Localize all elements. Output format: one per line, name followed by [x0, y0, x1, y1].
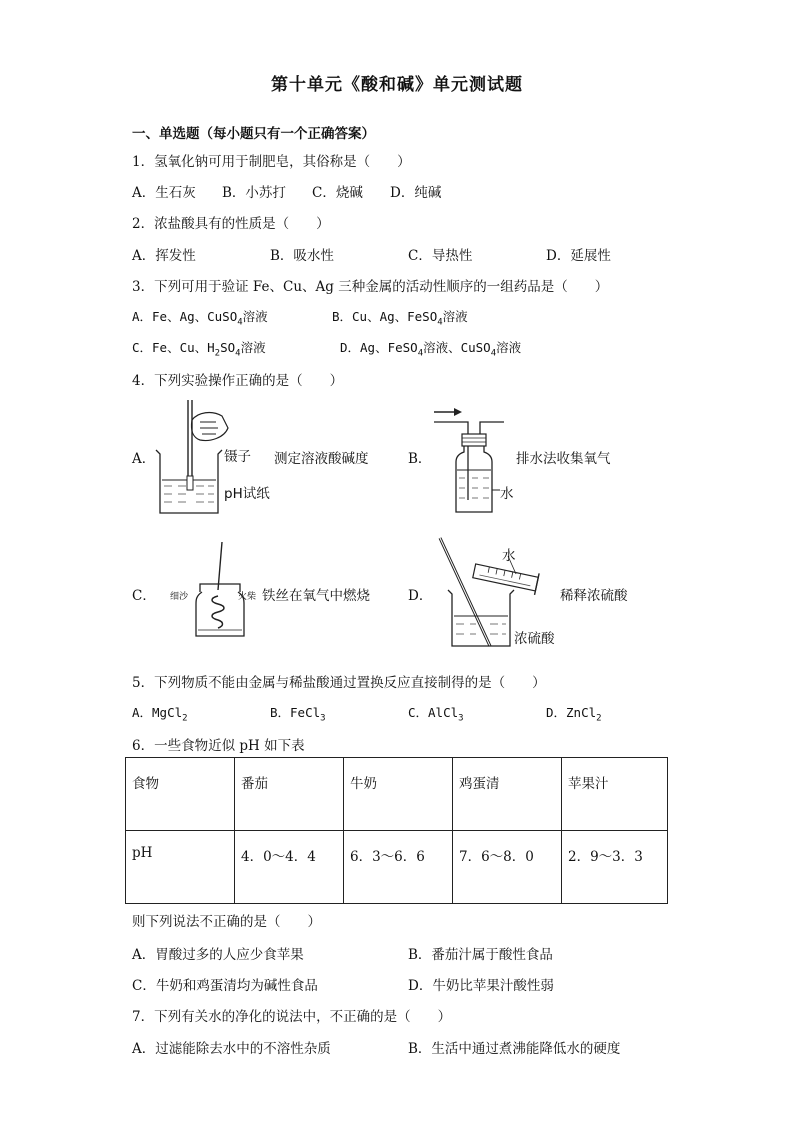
table-cell: 番茄	[235, 758, 344, 831]
q6-option-d: D．牛奶比苹果汁酸性弱	[408, 978, 554, 994]
table-cell: pH	[126, 831, 235, 904]
q4-option-c-caption: 铁丝在氧气中燃烧	[262, 588, 370, 604]
water-label-b: 水	[500, 486, 514, 502]
q5-option-a: A．MgCl$_2$	[132, 705, 188, 724]
q6-option-c: C．牛奶和鸡蛋清均为碱性食品	[132, 978, 318, 994]
question-7-stem: 7．下列有关水的净化的说法中，不正确的是（ ）	[132, 1009, 452, 1025]
question-2-stem: 2．浓盐酸具有的性质是（ ）	[132, 216, 330, 232]
table-cell: 牛奶	[344, 758, 453, 831]
water-label-d: 水	[502, 548, 516, 564]
question-5-stem: 5．下列物质不能由金属与稀盐酸通过置换反应直接制得的是（ ）	[132, 675, 546, 691]
question-3-stem: 3．下列可用于验证 Fe、Cu、Ag 三种金属的活动性顺序的一组药品是（ ）	[132, 279, 609, 295]
ph-table	[125, 757, 668, 904]
q6-option-b: B．番茄汁属于酸性食品	[408, 947, 553, 963]
question-1-stem: 1．氢氧化钠可用于制肥皂，其俗称是（ ）	[132, 154, 411, 170]
table-cell: 鸡蛋清	[453, 758, 562, 831]
page-title: 第十单元《酸和碱》单元测试题	[271, 75, 523, 95]
tweezers-label: 镊子	[224, 449, 251, 465]
q1-option-c: C．烧碱	[312, 185, 363, 201]
q4-option-b-caption: 排水法收集氧气	[516, 451, 611, 467]
q3-option-d: D．Ag、FeSO$_4$溶液、CuSO$_4$溶液	[340, 340, 522, 359]
table-cell: 7．6～8．0	[453, 831, 562, 904]
table-cell: 苹果汁	[562, 758, 668, 831]
table-cell: 食物	[126, 758, 235, 831]
q5-option-b: B．FeCl$_3$	[270, 705, 326, 724]
q6-option-a: A．胃酸过多的人应少食苹果	[132, 947, 304, 963]
q1-option-a: A．生石灰	[132, 185, 196, 201]
question-6-followup: 则下列说法不正确的是（ ）	[132, 914, 321, 930]
q2-option-c: C．导热性	[408, 248, 473, 264]
q7-option-a: A．过滤能除去水中的不溶性杂质	[132, 1041, 331, 1057]
table-cell: 4．0～4．4	[235, 831, 344, 904]
question-4-stem: 4．下列实验操作正确的是（ ）	[132, 373, 344, 389]
iron-wire-figure	[190, 540, 257, 640]
q1-option-b: B．小苏打	[222, 185, 286, 201]
q4-option-b-letter: B．	[408, 451, 432, 467]
q1-option-d: D．纯碱	[390, 185, 442, 201]
conc-acid-label: 浓硫酸	[514, 631, 555, 647]
q4-option-d-caption: 稀释浓硫酸	[560, 588, 628, 604]
q2-option-d: D．延展性	[546, 248, 611, 264]
ph-paper-label: pH试纸	[224, 486, 270, 502]
table-header-row	[126, 758, 668, 831]
table-row	[126, 831, 668, 904]
ph-test-figure	[150, 398, 230, 516]
question-6-stem: 6．一些食物近似 pH 如下表	[132, 738, 305, 754]
fine-sand-label: 细沙	[170, 592, 189, 602]
q4-option-a-letter: A．	[132, 451, 156, 467]
q4-option-a-caption: 测定溶液酸碱度	[274, 451, 369, 467]
table-cell: 6．3～6．6	[344, 831, 453, 904]
q2-option-a: A．挥发性	[132, 248, 196, 264]
q4-option-c-letter: C．	[132, 588, 156, 604]
section-heading: 一、单选题（每小题只有一个正确答案）	[132, 126, 375, 142]
q4-option-d-letter: D．	[408, 588, 433, 604]
q2-option-b: B．吸水性	[270, 248, 334, 264]
q3-option-c: C．Fe、Cu、$H_2SO_4$溶液	[132, 340, 266, 359]
q7-option-b: B．生活中通过煮沸能降低水的硬度	[408, 1041, 621, 1057]
q3-option-b: B．Cu、Ag、FeSO$_4$溶液	[332, 309, 468, 328]
gas-collection-figure	[428, 404, 508, 516]
q5-option-d: D．ZnCl$_2$	[546, 705, 602, 724]
match-label: 火柴	[238, 592, 257, 602]
table-cell: 2．9～3．3	[562, 831, 668, 904]
q5-option-c: C．AlCl$_3$	[408, 705, 464, 724]
q3-option-a: A．Fe、Ag、CuSO$_4$溶液	[132, 309, 268, 328]
